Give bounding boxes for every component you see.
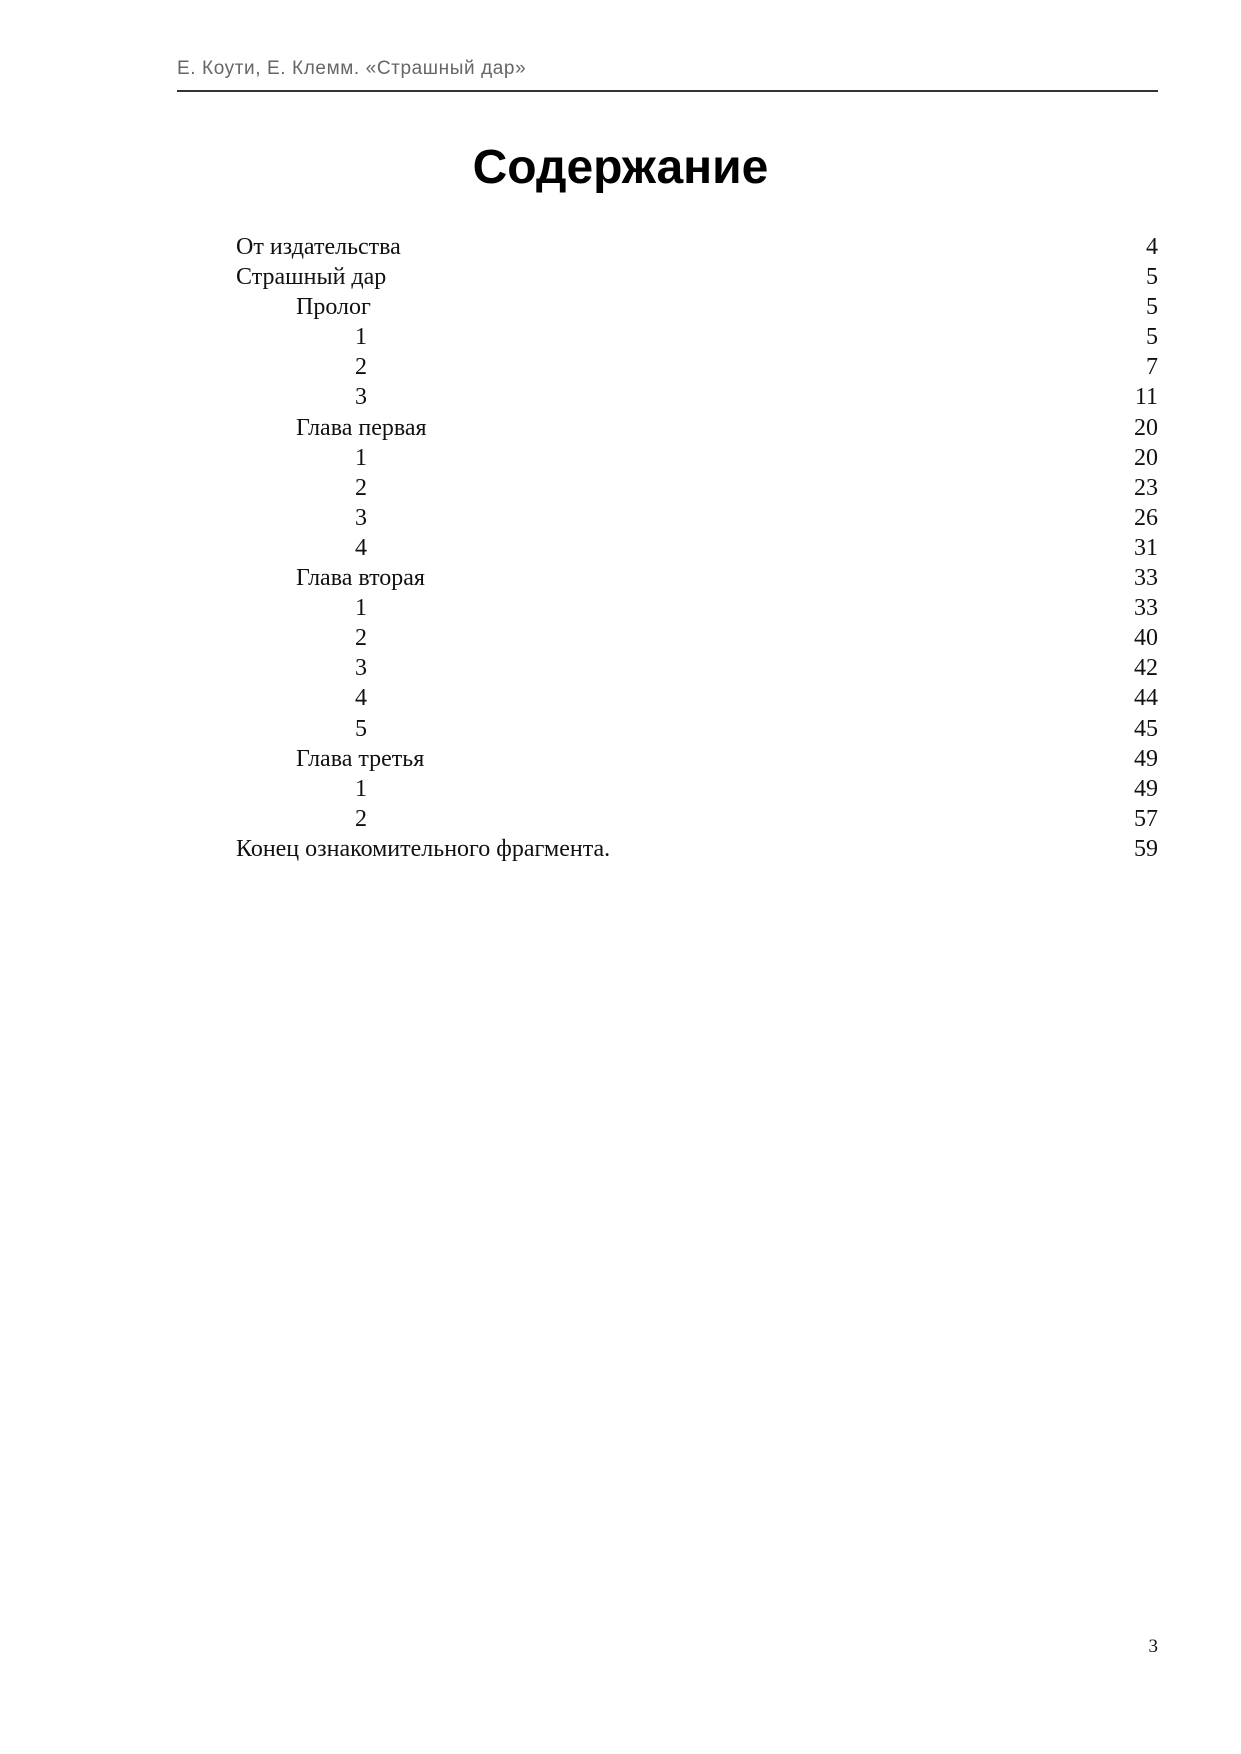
- toc-entry-page: 31: [1134, 534, 1158, 561]
- toc-entry-label: 1: [355, 775, 367, 802]
- toc-entry-page: 11: [1134, 384, 1158, 411]
- toc-entry-label: 2: [355, 354, 367, 381]
- toc-entry[interactable]: [236, 683, 1158, 713]
- toc-entry[interactable]: [236, 533, 1158, 563]
- toc-entry-page: 33: [1134, 565, 1158, 592]
- table-of-contents: [236, 232, 1158, 864]
- toc-entry[interactable]: [236, 774, 1158, 804]
- toc-entry-label: Глава первая: [296, 414, 427, 441]
- toc-entry[interactable]: [236, 834, 1158, 864]
- toc-entry[interactable]: [236, 352, 1158, 382]
- toc-entry-page: 20: [1134, 414, 1158, 441]
- toc-entry-page: 57: [1134, 805, 1158, 832]
- toc-entry-label: 3: [355, 384, 367, 411]
- toc-entry-page: 33: [1134, 595, 1158, 622]
- toc-entry-page: 49: [1134, 745, 1158, 772]
- toc-entry-label: 5: [355, 715, 367, 742]
- toc-entry-page: 7: [1146, 354, 1158, 381]
- toc-entry-page: 4: [1146, 234, 1158, 260]
- toc-entry[interactable]: [236, 413, 1158, 443]
- toc-entry[interactable]: [236, 744, 1158, 774]
- toc-entry-label: 1: [355, 595, 367, 622]
- toc-entry[interactable]: [236, 804, 1158, 834]
- toc-entry[interactable]: [236, 232, 1158, 262]
- toc-entry-label: 2: [355, 625, 367, 652]
- toc-entry[interactable]: [236, 382, 1158, 412]
- toc-entry[interactable]: [236, 653, 1158, 683]
- toc-entry-page: 23: [1134, 474, 1158, 501]
- running-title: Е. Коути, Е. Клемм. «Страшный дар»: [177, 58, 527, 79]
- toc-entry-page: 20: [1134, 444, 1158, 471]
- toc-entry-label: Глава вторая: [296, 565, 425, 592]
- toc-entry-label: Пролог: [296, 294, 371, 321]
- toc-entry-label: Конец ознакомительного фрагмента.: [236, 835, 611, 862]
- toc-entry[interactable]: [236, 714, 1158, 744]
- toc-entry-label: 1: [355, 444, 367, 471]
- toc-entry[interactable]: [236, 443, 1158, 473]
- toc-entry[interactable]: [236, 503, 1158, 533]
- toc-entry-page: 5: [1146, 294, 1158, 321]
- toc-entry-page: 45: [1134, 715, 1158, 742]
- toc-entry[interactable]: [236, 322, 1158, 352]
- toc-entry-label: 4: [355, 685, 367, 712]
- toc-entry[interactable]: [236, 563, 1158, 593]
- toc-entry-page: 5: [1146, 324, 1158, 351]
- toc-entry-label: Глава третья: [296, 745, 425, 772]
- toc-entry-page: 49: [1134, 775, 1158, 802]
- running-header: [177, 56, 1158, 92]
- toc-entry[interactable]: [236, 593, 1158, 623]
- toc-entry[interactable]: [236, 473, 1158, 503]
- toc-entry[interactable]: [236, 623, 1158, 653]
- toc-title: Содержание: [472, 141, 769, 194]
- toc-entry-label: От издательства: [236, 234, 401, 260]
- toc-entry-label: Страшный дар: [236, 264, 387, 291]
- page-number: 3: [1148, 1636, 1158, 1657]
- toc-entry[interactable]: [236, 292, 1158, 322]
- toc-entry-label: 3: [355, 655, 367, 682]
- toc-entry-label: 3: [355, 504, 367, 531]
- toc-entry-label: 2: [355, 805, 367, 832]
- toc-entry-page: 26: [1134, 504, 1158, 531]
- toc-entry-page: 59: [1134, 835, 1158, 862]
- toc-entry-page: 44: [1134, 685, 1158, 712]
- toc-entry-label: 2: [355, 474, 367, 501]
- toc-entry-page: 42: [1134, 655, 1158, 682]
- toc-entry-label: 1: [355, 324, 367, 351]
- toc-entry-label: 4: [355, 534, 367, 561]
- toc-entry-page: 5: [1146, 264, 1158, 291]
- toc-entry-page: 40: [1134, 625, 1158, 652]
- toc-entry[interactable]: [236, 262, 1158, 292]
